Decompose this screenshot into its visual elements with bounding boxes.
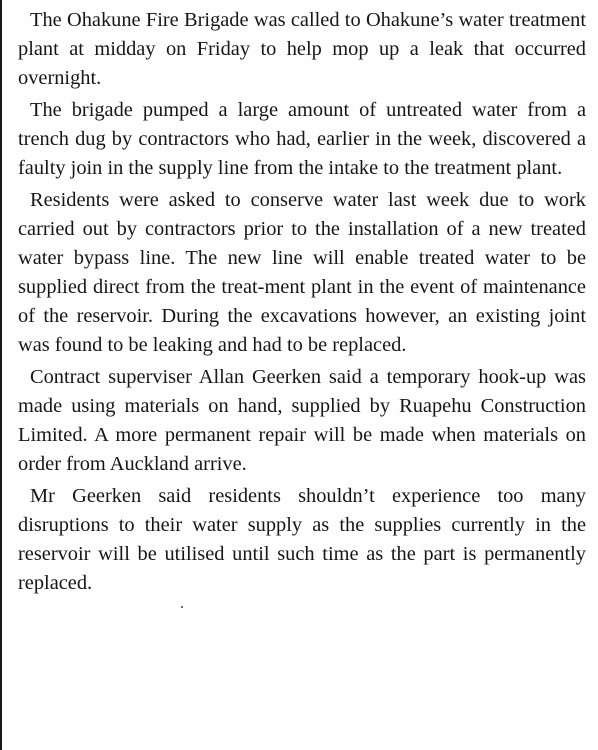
column-rule	[0, 0, 2, 750]
paragraph-1: The Ohakune Fire Brigade was called to Ohakune’s water treatment plant at midday on Friday to help mop up a leak that occurred overnight.	[18, 9, 586, 89]
print-speck	[181, 606, 183, 608]
paragraph-2: The brigade pumped a large amount of untreated water from a trench dug by contractors who had, earlier in the week, discovered a faulty join in the supply line from the intake to the treatment plant.	[18, 99, 586, 179]
paragraph-5: Mr Geerken said residents shouldn’t experience too many disruptions to their water supply as the supplies currently in the reservoir will be utilised until such time as the part is permanently replaced.	[18, 485, 586, 594]
article-body	[18, 6, 586, 601]
paragraph-3: Residents were asked to conserve water last week due to work carried out by contractors prior to the installation of a new treated water bypass line. The new line will enable treated water to be supplied direct from the treat-ment plant in the event of maintenance of the reservoir. During the excavations however, an existing joint was found to be leaking and had to be replaced.	[18, 189, 586, 356]
paragraph-4: Contract superviser Allan Geerken said a temporary hook-up was made using materials on hand, supplied by Ruapehu Construction Limited. A more permanent repair will be made when materials on order from Auckland arrive.	[18, 366, 586, 475]
